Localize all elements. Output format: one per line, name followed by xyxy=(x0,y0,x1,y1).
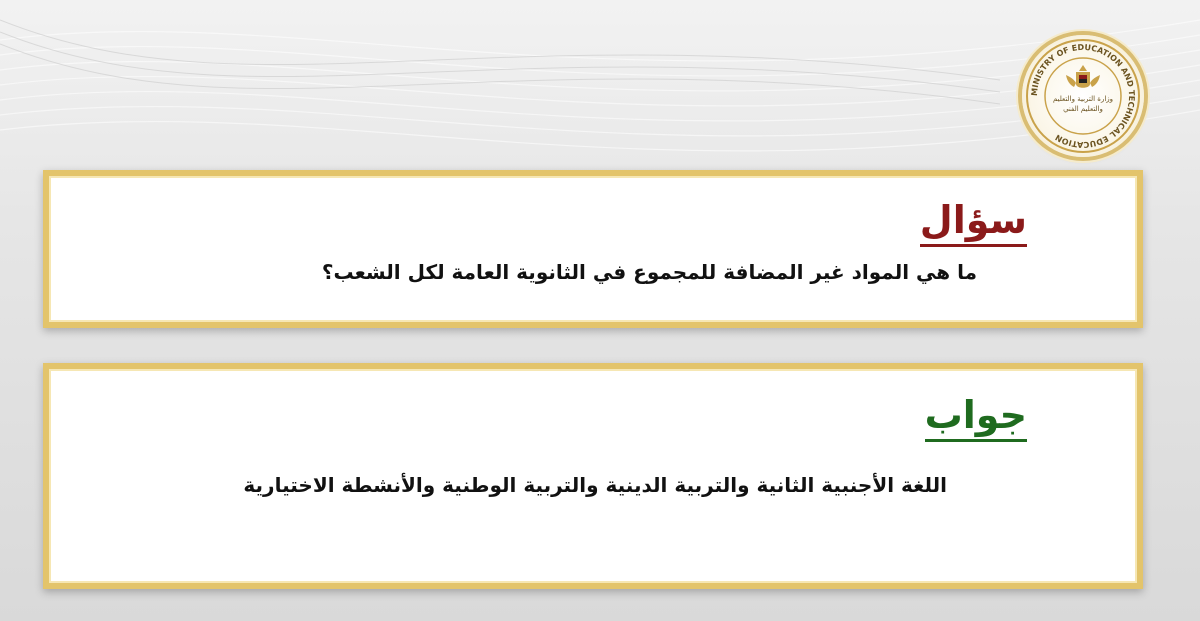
answer-title: جواب xyxy=(925,393,1027,442)
question-card xyxy=(43,170,1143,328)
question-title: سؤال xyxy=(920,198,1027,247)
seal-center-text-1: وزارة التربية والتعليم xyxy=(1052,95,1114,103)
question-text: ما هي المواد غير المضافة للمجموع في الثانوية العامة لكل الشعب؟ xyxy=(321,260,977,284)
ministry-seal-logo xyxy=(1022,35,1144,157)
seal-center-text-2: والتعليم الفني xyxy=(1063,105,1103,113)
answer-card xyxy=(43,363,1143,589)
answer-text: اللغة الأجنبية الثانية والتربية الدينية والتربية الوطنية والأنشطة الاختيارية xyxy=(243,473,947,497)
seal-ring-text: MINISTRY OF EDUCATION AND TECHNICAL EDUCATION xyxy=(1029,42,1137,150)
